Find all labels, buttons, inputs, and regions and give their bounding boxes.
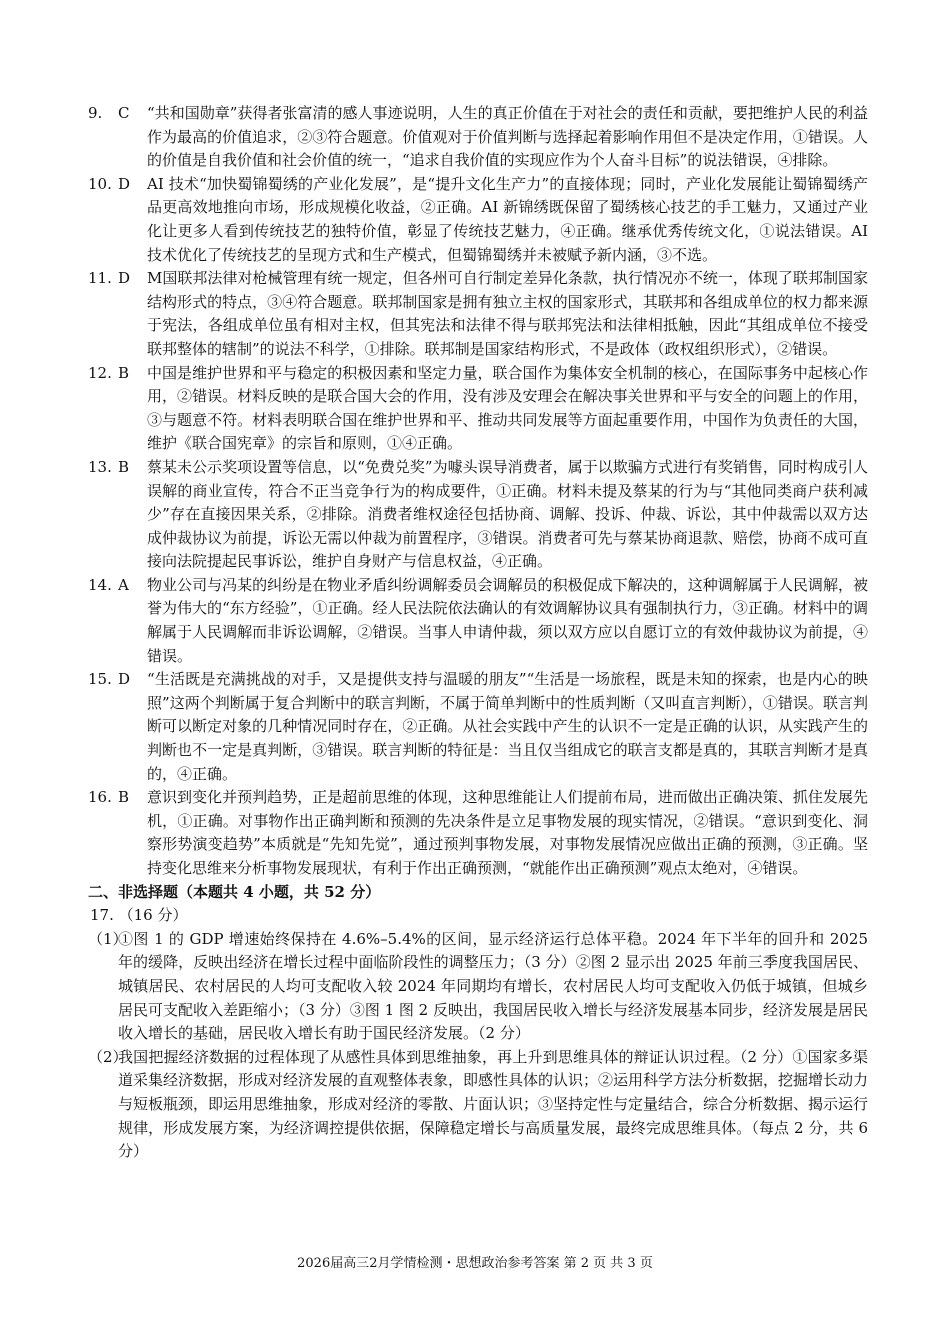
answer-item-16 — [88, 786, 868, 880]
question-17-heading: 17. （16 分） — [90, 906, 188, 925]
question-number: 11. — [88, 269, 112, 288]
question-number: 13. — [88, 457, 112, 476]
answer-explanation: AI 技术“加快蜀锦蜀绣的产业化发展”，是“提升文化生产力”的直接体现；同时，产业化发展能让蜀锦蜀绣产品更高效地推向市场，形成规模化收益，②正确。AI 新锦绣既保留了蜀绣核心技艺的手工魅力，又通过产业化让更多人看到传统技艺的独特价值，彰显了传统技艺魅力，④正确。继承优秀传统文化，①说法错误。AI 技术优化了传统技艺的呈现方式和生产模式，但蜀锦蜀绣并未被赋予新内涵，③不选。 — [147, 174, 868, 264]
answer-explanation: 蔡某未公示奖项设置等信息，以“免费兑奖”为噱头误导消费者，属于以欺骗方式进行有奖销售，同时构成引人误解的商业宣传，符合不正当竞争行为的构成要件，①正确。材料未提及蔡某的行为与“其他同类商户获利减少”存在直接因果关系，②排除。消费者维权途径包括协商、调解、投诉、仲裁、诉讼，其中仲裁需以双方达成仲裁协议为前提，诉讼无需以仲裁为前置程序，③错误。消费者可先与蔡某协商退款、赔偿，协商不成可直接向法院提起民事诉讼，维护自身财产与信息权益，④正确。 — [147, 457, 868, 571]
question-number: 16. — [88, 788, 112, 807]
section-heading: 二、非选择题（本题共 4 小题，共 52 分） — [88, 882, 381, 901]
answer-item-14 — [88, 574, 868, 668]
answer-content — [88, 102, 868, 1164]
answer-explanation: M国联邦法律对枪械管理有统一规定，但各州可自行制定差异化条款，执行情况亦不统一，体现了联邦制国家结构形式的特点，③④符合题意。联邦制国家是拥有独立主权的国家形式，其联邦和各组成单位的权力都来源于宪法，各组成单位虽有相对主权，但其宪法和法律不得与联邦宪法和法律相抵触，因此“其组成单位不接受联邦整体的辖制”的说法不科学，①排除。联邦制是国家结构形式，不是政体（政权组织形式），②错误。 — [147, 269, 868, 358]
page-footer: 2026届高三2月学情检测・思想政治参考答案 第 2 页 共 3 页 — [297, 1256, 653, 1271]
question-number: 9. — [88, 104, 103, 122]
answer-choice: D — [118, 670, 131, 689]
answer-explanation: 物业公司与冯某的纠纷是在物业矛盾纠纷调解委员会调解员的积极促成下解决的，这种调解属于人民调解，被誉为伟大的“东方经验”，①正确。经人民法院依法确认的有效调解协议具有强制执行力，③正确。材料中的调解属于人民调解而非诉讼调解，②错误。当事人申请仲裁，须以双方应以自愿订立的有效仲裁协议为前提，④错误。 — [147, 575, 868, 665]
answer-choice: C — [118, 104, 130, 122]
answer-explanation: 意识到变化并预判趋势，正是超前思维的体现，这种思维能让人们提前布局，进而做出正确决策、抓住发展先机，①正确。对事物作出正确判断和预测的先决条件是立足事物发展的现实情况，②错误。“意识到变化、洞察形势演变趋势”本质就是“先知先觉”，通过预判事物发展，对事物发展情况应做出正确的预测，③正确。坚持变化思维来分析事物发展现状，有利于作出正确预测，“就能作出正确预测”观点太绝对，④错误。 — [147, 788, 868, 877]
part-label: （1） — [88, 929, 128, 948]
part-label: （2） — [88, 1047, 128, 1066]
answer-explanation: “共和国勋章”获得者张富清的感人事迹说明，人生的真正价值在于对社会的责任和贡献，要把维护人民的利益作为最高的价值追求，②③符合题意。价值观对于价值判断与选择起着影响作用但不是决定作用，①错误。人的价值是自我价值和社会价值的统一，“追求自我价值的实现应作为个人奋斗目标”的说法错误，④排除。 — [147, 104, 868, 170]
question-number: 10. — [88, 174, 112, 193]
answer-choice: D — [118, 174, 131, 193]
answer-explanation: 中国是维护世界和平与稳定的积极因素和坚定力量，联合国作为集体安全机制的核心，在国际事务中起核心作用，②错误。材料反映的是联合国大会的作用，没有涉及安理会在解决事关世界和平与安全的问题上的作用，③与题意不符。材料表明联合国在维护世界和平、推动共同发展等方面起重要作用，中国作为负责任的大国，维护《联合国宪章》的宗旨和原则，①④正确。 — [147, 363, 868, 453]
answer-item-13 — [88, 456, 868, 574]
part-answer: ①图 1 的 GDP 增速始终保持在 4.6%–5.4%的区间，显示经济运行总体平稳。2024 年下半年的回升和 2025 年的缓降，反映出经济在增长过程中面临阶段性的调整压力；（3 分）②图 2 显示出 2025 年前三季度我国居民、城镇居民、农村居民的人均可支配收入较 2024 年同期均有增长，农村居民人均可支配收入仍低于城镇，但城乡居民可支配收入差距缩小；（3 分）③图 1 图 2 反映出，我国居民收入增长与经济发展基本同步，经济发展是居民收入增长的基础，居民收入增长有助于国民经济发展。（2 分） — [118, 929, 868, 1043]
question-17-part-2 — [88, 1046, 868, 1164]
answer-explanation: “生活既是充满挑战的对手，又是提供支持与温暖的朋友”“生活是一场旅程，既是未知的探索，也是内心的映照”这两个判断属于复合判断中的联言判断，不属于简单判断中的性质判断（又叫直言判断），①错误。联言判断可以断定对象的几种情况同时存在，②正确。从社会实践中产生的认识不一定是正确的认识，从实践产生的判断也不一定是真判断，③错误。联言判断的特征是：当且仅当组成它的联言支都是真的，其联言判断才是真的，④正确。 — [147, 670, 868, 783]
answer-choice: D — [118, 269, 131, 288]
answer-choice: B — [118, 457, 130, 476]
answer-item-12 — [88, 362, 868, 456]
question-number: 15. — [88, 670, 112, 689]
answer-item-9 — [88, 102, 868, 173]
answer-choice: A — [118, 575, 129, 594]
answer-choice: B — [118, 363, 130, 382]
answer-item-10 — [88, 173, 868, 267]
question-17-part-1 — [88, 928, 868, 1046]
answer-choice: B — [118, 788, 130, 807]
part-answer: 我国把握经济数据的过程体现了从感性具体到思维抽象，再上升到思维具体的辩证认识过程。（2 分）①国家多渠道采集经济数据，形成对经济发展的直观整体表象，即感性具体的认识；②运用科学方法分析数据，挖掘增长动力与短板瓶颈，即运用思维抽象，形成对经济的零散、片面认识；③坚持定性与定量结合，综合分析数据、揭示运行规律，形成发展方案，为经济调控提供依据，保障稳定增长与高质量发展，最终完成思维具体。（每点 2 分，共 6 分） — [118, 1047, 869, 1161]
answer-item-11 — [88, 267, 868, 361]
question-number: 12. — [88, 363, 112, 382]
answer-item-15 — [88, 668, 868, 786]
question-number: 14. — [88, 575, 112, 594]
